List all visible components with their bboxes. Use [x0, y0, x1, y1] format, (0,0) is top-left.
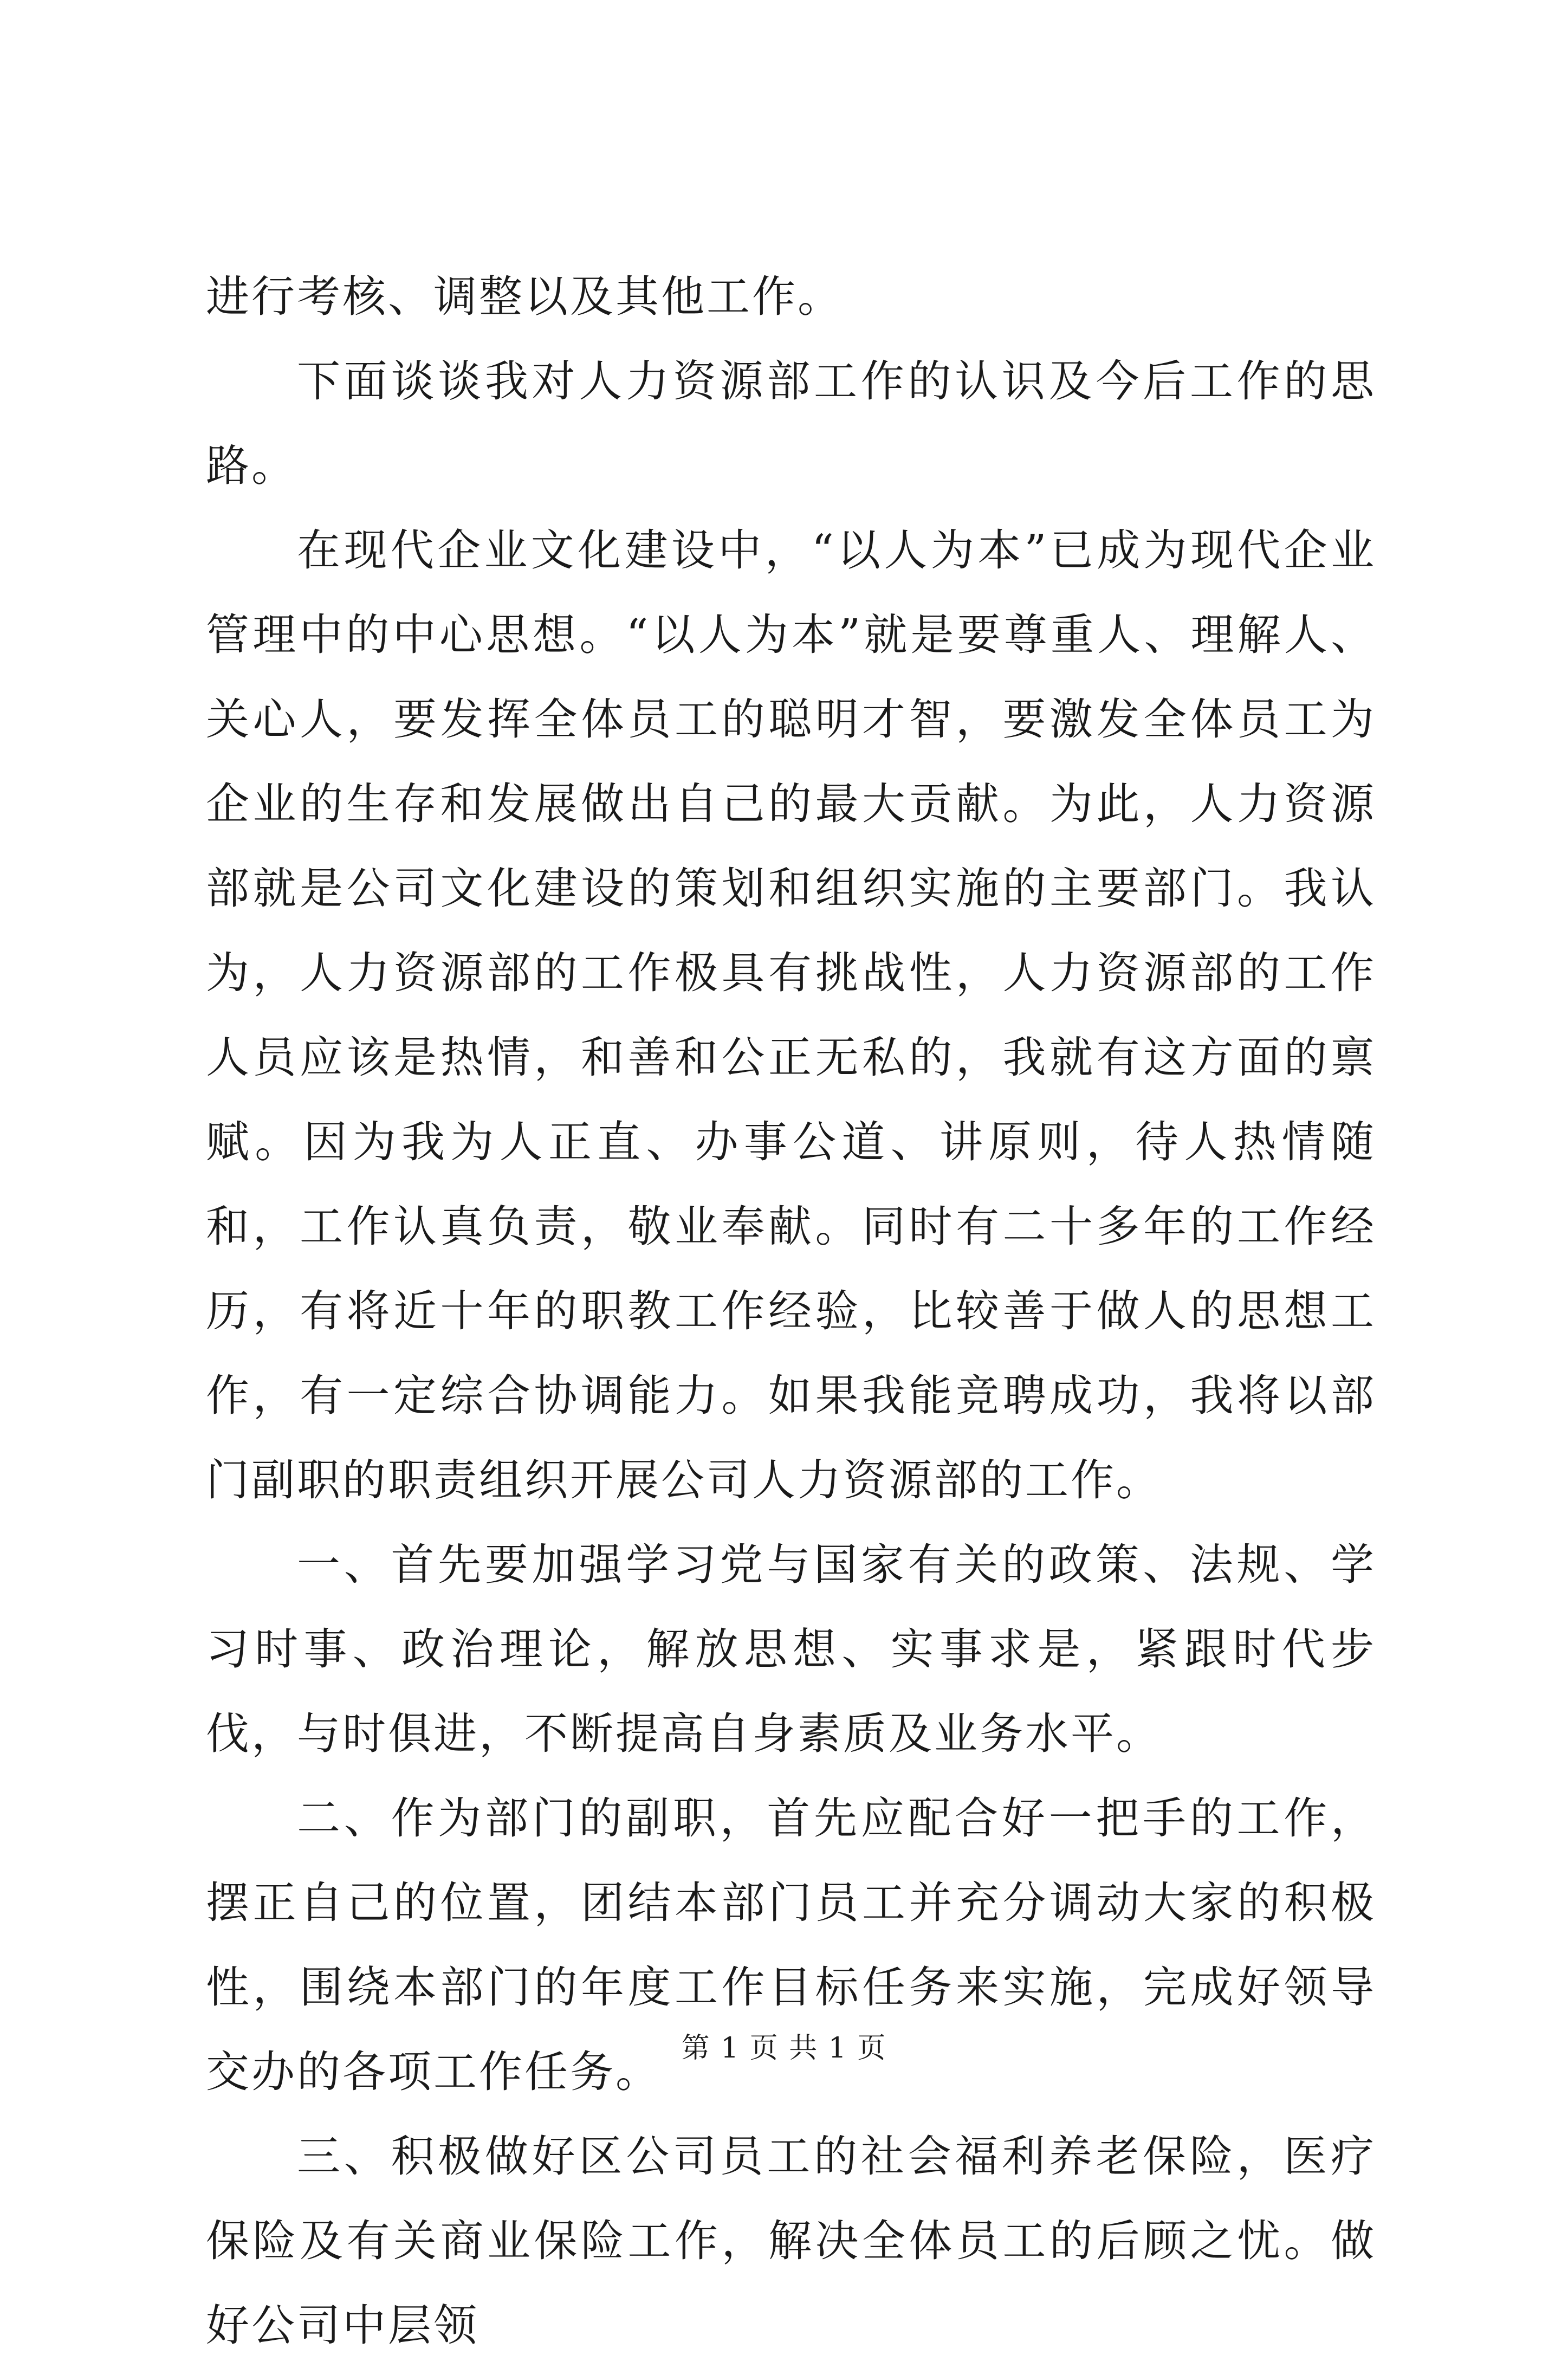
- paragraph-5: 二、作为部门的副职，首先应配合好一把手的工作，摆正自己的位置，团结本部门员工并充分调动大家的积极性，围绕本部门的年度工作目标任务来实施，完成好领导交办的各项工作任务。: [206, 1793, 1376, 2097]
- page-footer: 第 1 页 共 1 页: [681, 2032, 887, 2065]
- paragraph-4: 一、首先要加强学习党与国家有关的政策、法规、学习时事、政治理论，解放思想、实事求是，紧跟时代步伐，与时俱进，不断提高自身素质及业务水平。: [206, 1539, 1376, 1759]
- paragraph-2: 下面谈谈我对人力资源部工作的认识及今后工作的思路。: [206, 356, 1376, 491]
- paragraph-1: 进行考核、调整以及其他工作。: [206, 271, 843, 322]
- paragraph-3: 在现代企业文化建设中，“以人为本”已成为现代企业管理中的中心思想。“以人为本”就是要尊重人、理解人、关心人，要发挥全体员工的聪明才智，要激发全体员工为企业的生存和发展做出自己的最大贡献。为此，人力资源部就是公司文化建设的策划和组织实施的主要部门。我认为，人力资源部的工作极具有挑战性，人力资源部的工作人员应该是热情，和善和公正无私的，我就有这方面的禀赋。因为我为人正直、办事公道、讲原则，待人热情随和，工作认真负责，敬业奉献。同时有二十多年的工作经历，有将近十年的职教工作经验，比较善于做人的思想工作，有一定综合协调能力。如果我能竞聘成功，我将以部门副职的职责组织开展公司人力资源部的工作。: [206, 525, 1376, 1505]
- paragraph-6: 三、积极做好区公司员工的社会福利养老保险，医疗保险及有关商业保险工作，解决全体员工的后顾之忧。做好公司中层领: [206, 2131, 1376, 2351]
